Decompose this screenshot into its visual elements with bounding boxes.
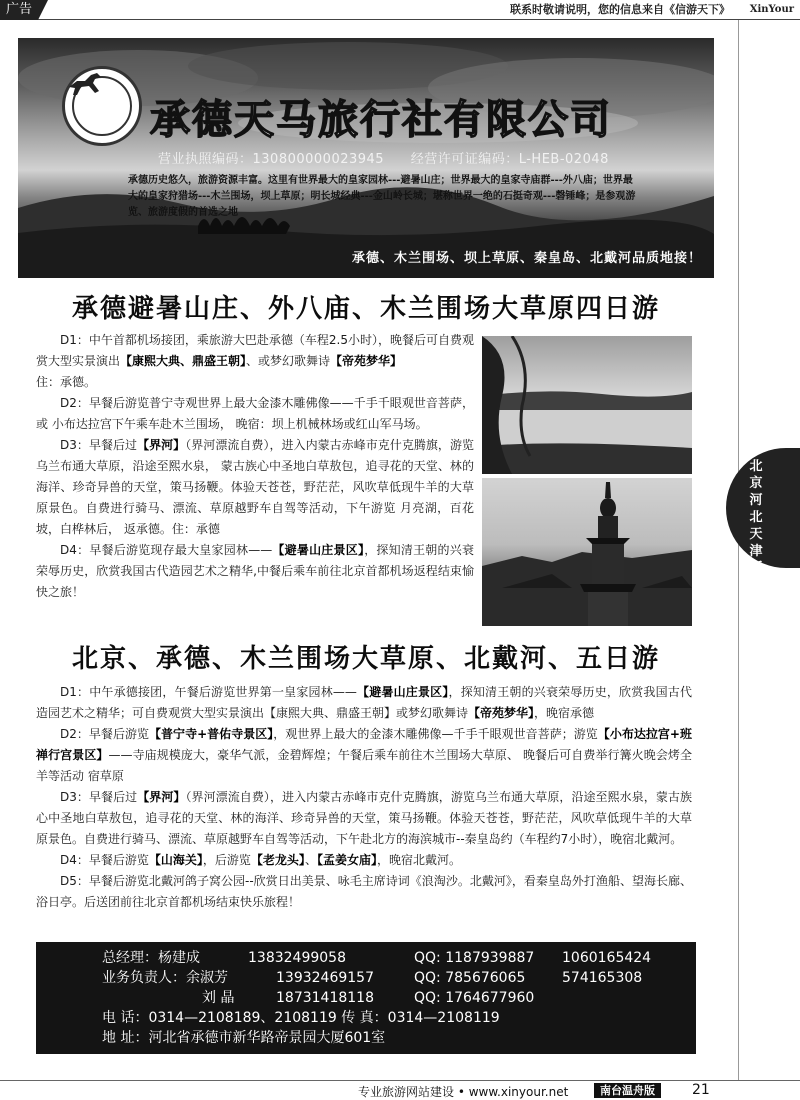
tour2-day2: D2：早餐后游览【普宁寺+普佑寺景区】，观世界上最大的金漆木雕佛像—千手千眼观世音菩萨；游览【小布达拉宫+班禅行宫景区】——寺庙规模庞大，豪华气派，金碧辉煌；午餐后乘车前往木兰围场大草原、 晚餐后可自费举行篝火晚会烤全羊等活动 宿草原 [36, 727, 692, 783]
tour2-day4: D4：早餐后游览【山海关】，后游览【老龙头】、【孟姜女庙】，晚宿北戴河。 [60, 853, 461, 867]
contact-row-manager [102, 948, 696, 968]
company-emblem [62, 66, 142, 146]
contact-title: 业务负责人：余淑芳 [102, 970, 228, 986]
lake-scene [482, 336, 692, 474]
company-banner [18, 38, 714, 278]
pagoda-scene [482, 478, 692, 626]
pagoda-photo [482, 478, 692, 626]
contact-name: 刘 晶 [202, 990, 235, 1006]
tour2-day3: D3：早餐后过【界河】（界河漂流自费），进入内蒙古赤峰市克什克腾旗，游览乌兰布通大草原，沿途至熙水泉，蒙古族心中圣地白草敖包，追寻花的天堂、林的海洋、珍奇异兽的天堂，策马扬鞭。体验天苍苍，野茫茫，风吹草低现牛羊的大草原景色。自费进行骑马、漂流、草原越野车自驾等活动，下午赴北方的海滨城市--秦皇岛约（车程约7小时），晚宿北戴河。 [36, 790, 692, 846]
contact-row-sales-2 [102, 988, 696, 1008]
contact-row-sales [102, 968, 696, 988]
source-notice: 联系时敬请说明，您的信息来自《信游天下》 [510, 3, 730, 16]
contact-phone: 18731418118 [276, 990, 374, 1006]
contact-qq: QQ: 1764677960 [414, 990, 535, 1006]
edition-badge: 南台温舟版 [594, 1083, 661, 1098]
contact-qq-alt: 574165308 [562, 970, 643, 986]
edition-side-label: 北 京 河 北 天 津 版 [749, 459, 763, 576]
contact-title: 总经理：杨建成 [102, 950, 200, 966]
contact-qq: QQ: 785676065 [414, 970, 526, 986]
tour2-day1: D1：中午承德接团，午餐后游览世界第一皇家园林——【避暑山庄景区】，探知清王朝的兴衰荣辱历史，欣赏我国古代造园艺术之精华；可自费观赏大型实景演出【康熙大典、鼎盛王朝】或梦幻歌舞诗【帝苑梦华】，晚宿承德 [36, 685, 692, 720]
publication-logo: XinYour [749, 4, 794, 15]
contact-phone-fax: 电 话：0314—2108189、2108119 传 真：0314—2108119 [102, 1010, 500, 1026]
company-name: 承德天马旅行社有限公司 [150, 97, 612, 143]
page-number: 21 [692, 1082, 710, 1098]
tour2-day5: D5：早餐后游览北戴河鸽子窝公园--欣赏日出美景、咏毛主席诗词《浪淘沙。北戴河》，看秦皇岛外打渔船、望海长廊、浴日亭。后送团前往北京首都机场结束快乐旅程！ [36, 874, 692, 909]
footer-divider [0, 1080, 800, 1081]
business-license: 营业执照编码：130800000023945 [158, 152, 385, 167]
contact-qq-alt: 1060165424 [562, 950, 652, 966]
tour1-itinerary [36, 330, 474, 603]
lake-photo [482, 336, 692, 474]
horse-icon [65, 69, 105, 99]
ad-label: 广告 [0, 0, 38, 20]
operating-license: 经营许可证编码：L-HEB-02048 [410, 152, 609, 167]
tour2-title: 北京、承德、木兰围场大草原、北戴河、五日游 [71, 644, 660, 674]
contact-phone: 13932469157 [276, 970, 374, 986]
contact-phone: 13832499058 [248, 950, 346, 966]
tour1-day1: D1：中午首都机场接团，乘旅游大巴赴承德（车程2.5小时），晚餐后可自费观赏大型实景演出【康熙大典、鼎盛王朝】、或梦幻歌舞诗【帝苑梦华】 住：承德。 [36, 333, 474, 389]
tour1-title: 承德避暑山庄、外八庙、木兰围场大草原四日游 [71, 294, 660, 324]
side-divider [738, 20, 739, 1080]
license-info [158, 148, 609, 167]
contact-address: 地 址：河北省承德市新华路帝景园大厦601室 [102, 1030, 386, 1046]
company-intro: 承德历史悠久，旅游资源丰富。这里有世界最大的皇家园林---避暑山庄；世界最大的皇家寺庙群---外八庙；世界最大的皇家狩猎场---木兰围场，坝上草原；明长城经典---金山岭长城；堪称世界一绝的石挺奇观---磬锤峰；是参观游览、旅游度假的首选之地 [128, 175, 636, 218]
tour2-itinerary [36, 682, 692, 913]
contact-qq: QQ: 1187939887 [414, 950, 535, 966]
footer-website: 专业旅游网站建设 • www.xinyour.net [358, 1085, 569, 1099]
top-bar [0, 0, 800, 20]
tour1-day2: D2：早餐后游览普宁寺观世界上最大金漆木雕佛像——千手千眼观世音菩萨，或 小布达拉宫下午乘车赴木兰围场， 晚宿：坝上机械林场或红山军马场。 [36, 396, 474, 431]
service-tagline: 承德、木兰围场、坝上草原、秦皇岛、北戴河品质地接！ [351, 251, 702, 266]
contact-box [36, 942, 696, 1054]
tour1-day4: D4：早餐后游览现存最大皇家园林——【避暑山庄景区】，探知清王朝的兴衰荣辱历史，欣赏我国古代造园艺术之精华,中餐后乘车前往北京首都机场返程结束愉快之旅！ [36, 543, 474, 599]
tour1-day3: D3：早餐后过【界河】（界河漂流自费），进入内蒙古赤峰市克什克腾旗，游览乌兰布通大草原，沿途至熙水泉， 蒙古族心中圣地白草敖包，追寻花的天堂、林的海洋、珍奇异兽的天堂，策马扬鞭。体验天苍苍，野茫茫，风吹草低现牛羊的大草原景色。自费进行骑马、漂流、草原越野车自驾等活动，下午游览 月亮湖，百花坡，白桦林后， 返承德。住：承德 [36, 438, 474, 536]
